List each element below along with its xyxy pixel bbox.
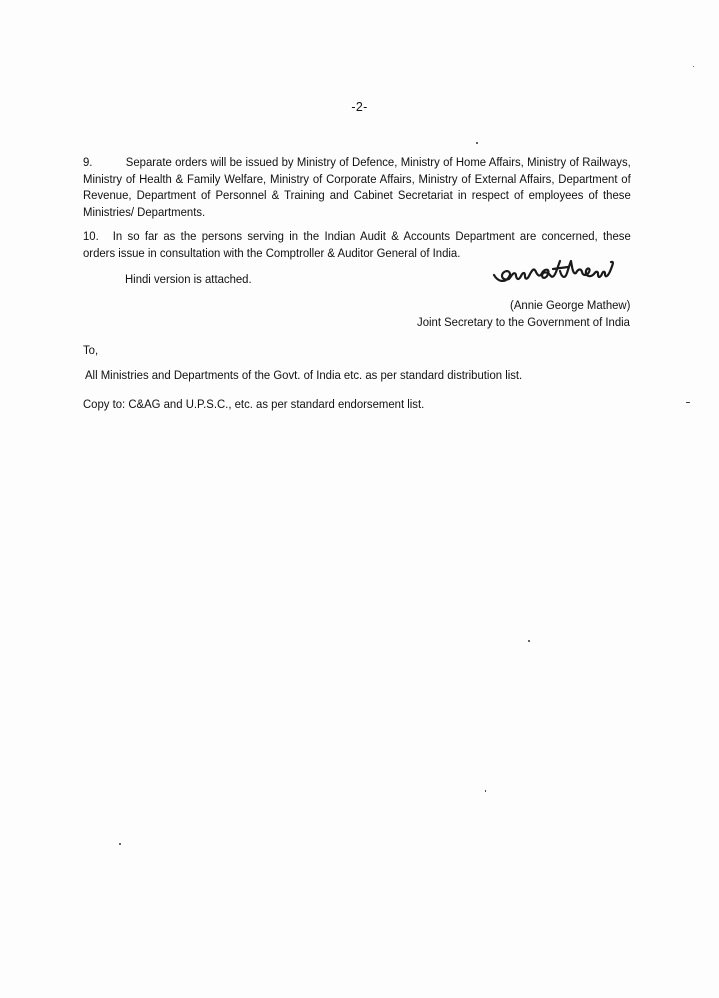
paragraph-10-text: In so far as the persons serving in the Indian Audit & Accounts Department are concerned, these orders issue in consultation with the Comptroller & Auditor General of India. <box>83 229 631 260</box>
scan-speck <box>476 142 478 144</box>
hindi-version-note: Hindi version is attached. <box>125 272 252 286</box>
scan-speck <box>528 640 530 642</box>
page-number: -2- <box>351 100 368 114</box>
paragraph-9-text: Separate orders will be issued by Ministry of Defence, Ministry of Home Affairs, Ministry of Railways, Ministry of Health & Family Welfare, Ministry of Corporate Affairs, Ministry of External Affairs, Department of Revenue, Department of Personnel & Training and Cabinet Secretariat in respect of employees of these Ministries/ Departments. <box>83 155 631 219</box>
scan-speck <box>686 402 690 403</box>
paragraph-10-number: 10. <box>83 229 99 243</box>
addressee-line: All Ministries and Departments of the Govt. of India etc. as per standard distribution list. <box>85 368 523 382</box>
copy-to-line: Copy to: C&AG and U.P.S.C., etc. as per standard endorsement list. <box>83 397 425 411</box>
paragraph-9 <box>83 154 631 220</box>
scan-speck <box>485 790 486 792</box>
signatory-designation: Joint Secretary to the Government of India <box>417 315 630 329</box>
handwritten-signature <box>490 255 620 291</box>
scan-speck <box>693 66 694 67</box>
paragraph-9-number: 9. <box>83 155 93 169</box>
salutation: To, <box>83 343 99 357</box>
signatory-name: (Annie George Mathew) <box>509 298 630 312</box>
signature-image <box>490 255 620 291</box>
scan-speck <box>119 843 121 845</box>
